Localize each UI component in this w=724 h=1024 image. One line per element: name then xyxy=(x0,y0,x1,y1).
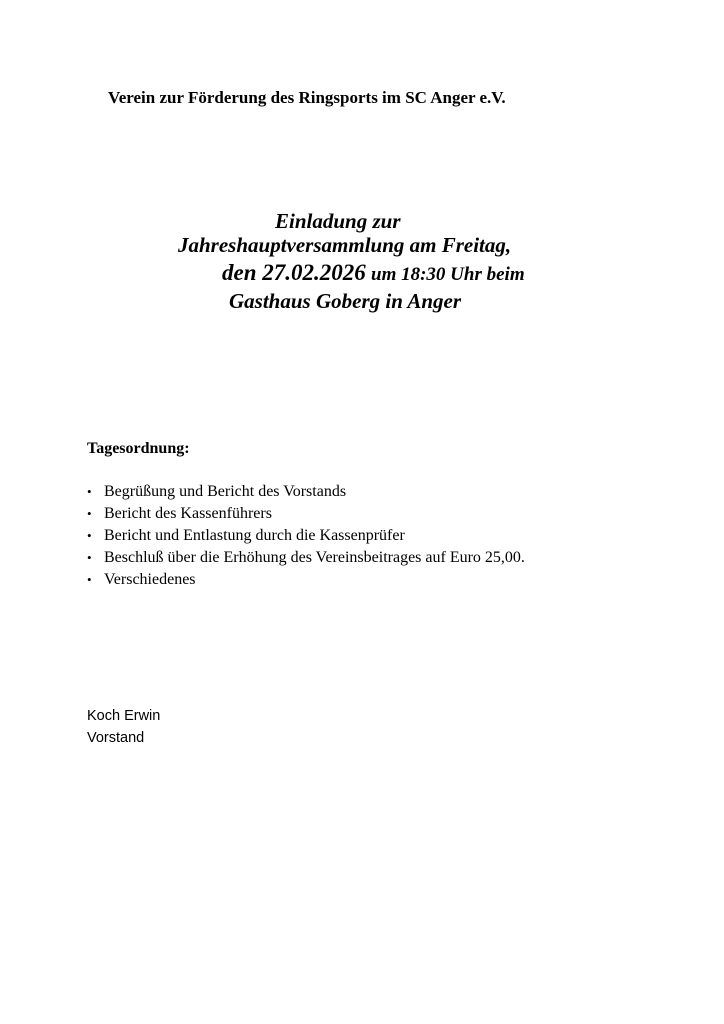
bullet-icon: • xyxy=(87,572,92,587)
signature-block xyxy=(87,705,160,749)
organization-title: Verein zur Förderung des Ringsports im SC Anger e.V. xyxy=(108,88,506,107)
bullet-icon: • xyxy=(87,550,92,565)
bullet-icon: • xyxy=(87,528,92,543)
agenda-item xyxy=(87,525,525,547)
agenda-item xyxy=(87,503,525,525)
meeting-time-location: um 18:30 Uhr beim xyxy=(371,264,525,285)
signer-name: Koch Erwin xyxy=(87,708,161,724)
agenda-item-text: Beschluß über die Erhöhung des Vereinsbeitrages auf Euro 25,00. xyxy=(104,549,525,566)
bullet-icon: • xyxy=(87,484,92,499)
agenda-item-text: Begrüßung und Bericht des Vorstands xyxy=(104,483,347,500)
agenda-heading: Tagesordnung: xyxy=(87,440,190,457)
signer-role: Vorstand xyxy=(87,730,145,746)
agenda-item-text: Bericht und Entlastung durch die Kassenprüfer xyxy=(104,527,405,544)
bullet-icon: • xyxy=(87,506,92,521)
agenda-list xyxy=(87,481,525,591)
agenda-item xyxy=(87,547,525,569)
invitation-line-2: Jahreshauptversammlung am Freitag, xyxy=(178,233,512,257)
invitation-line-3 xyxy=(222,260,525,286)
meeting-date: den 27.02.2026 xyxy=(222,260,366,285)
agenda-item xyxy=(87,481,525,503)
invitation-line-1: Einladung zur xyxy=(275,209,401,233)
agenda-item-text: Bericht des Kassenführers xyxy=(104,505,272,522)
invitation-line-4: Gasthaus Goberg in Anger xyxy=(229,289,462,313)
agenda-item xyxy=(87,569,525,591)
agenda-item-text: Verschiedenes xyxy=(104,571,196,588)
